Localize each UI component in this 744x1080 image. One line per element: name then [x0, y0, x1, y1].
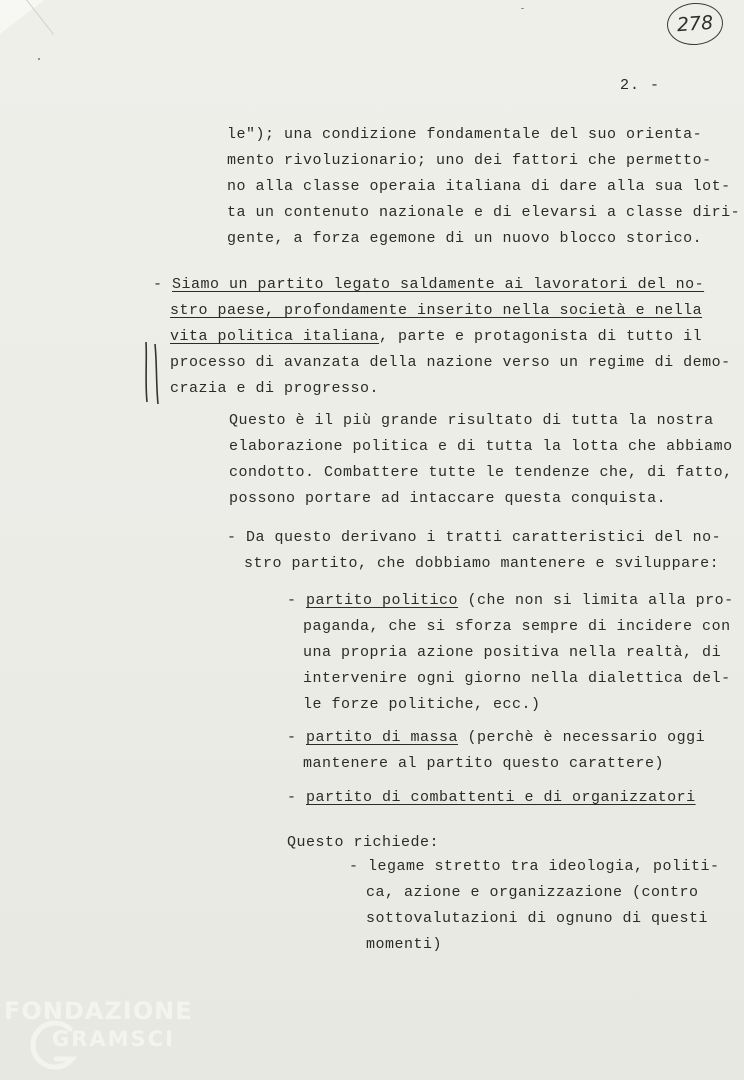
text-line: Questo è il più grande risultato di tutta la nostra [229, 412, 714, 429]
underlined-text: vita politica italiana [170, 328, 380, 345]
plain-text: (che non si limita alla pro- [458, 592, 734, 609]
text-line: no alla classe operaia italiana di dare alla sua lot- [227, 178, 731, 195]
text-line: intervenire ogni giorno nella dialettica del- [303, 670, 731, 687]
underlined-text: partito politico [306, 592, 459, 609]
text-line: sottovalutazioni di ognuno di questi [366, 910, 709, 927]
text-line: momenti) [366, 936, 443, 953]
handwritten-margin-mark [140, 338, 166, 406]
text-line: una propria azione positiva nella realtà, di [303, 644, 722, 661]
text-line: paganda, che si sforza sempre di incidere con [303, 618, 731, 635]
text-line: ta un contenuto nazionale e di elevarsi a classe diri- [227, 204, 741, 221]
text-line: processo di avanzata della nazione verso un regime di demo- [170, 354, 731, 371]
watermark-line-2: GRAMSCI [52, 1027, 175, 1051]
text-line [170, 302, 702, 320]
text-line: ca, azione e organizzazione (contro [366, 884, 699, 901]
archive-number-stamp: 278 [666, 1, 725, 47]
text-line: stro partito, che dobbiamo mantenere e sviluppare: [244, 555, 720, 572]
bullet-line: - legame stretto tra ideologia, politi- [349, 858, 720, 875]
text-line: le forze politiche, ecc.) [303, 696, 541, 713]
text-line: mento rivoluzionario; uno dei fattori che permetto- [227, 152, 712, 169]
bullet-dash: - [287, 789, 307, 806]
text-line: mantenere al partito questo carattere) [303, 755, 665, 772]
watermark-line-1: FONDAZIONE [4, 997, 193, 1025]
text-line: elaborazione politica e di tutta la lotta che abbiamo [229, 438, 733, 455]
underlined-text: partito di combattenti e di organizzatori [306, 789, 696, 806]
text-line: condotto. Combattere tutte le tendenze che, di fatto, [229, 464, 733, 481]
bullet-line [153, 276, 704, 294]
bullet-dash: - [287, 592, 307, 609]
underlined-text: partito di massa [306, 729, 459, 746]
text-line: crazia e di progresso. [170, 380, 380, 397]
page-number: 2. - [620, 77, 661, 94]
text-line: Questo richiede: [287, 834, 440, 851]
paper-speck [521, 8, 524, 9]
plain-text: , parte e protagonista di tutto il [379, 328, 703, 345]
bullet-dash: - [153, 276, 173, 293]
text-line: - Da questo derivano i tratti caratteristici del no- [227, 529, 722, 546]
bullet-line [287, 592, 734, 610]
text-line: possono portare ad intaccare questa conquista. [229, 490, 667, 507]
bullet-line [287, 729, 705, 747]
text-line: le"); una condizione fondamentale del suo orienta- [227, 126, 703, 143]
bullet-line [287, 789, 696, 807]
underlined-text: Siamo un partito legato saldamente ai lavoratori del no- [172, 276, 705, 293]
text-line: gente, a forza egemone di un nuovo blocco storico. [227, 230, 703, 247]
watermark [4, 997, 264, 1077]
bullet-dash: - [287, 729, 307, 746]
plain-text: (perchè è necessario oggi [458, 729, 706, 746]
folded-corner [0, 0, 44, 34]
paper-speck [38, 58, 40, 60]
underlined-text: stro paese, profondamente inserito nella società e nella [170, 302, 703, 319]
text-line [170, 328, 702, 346]
